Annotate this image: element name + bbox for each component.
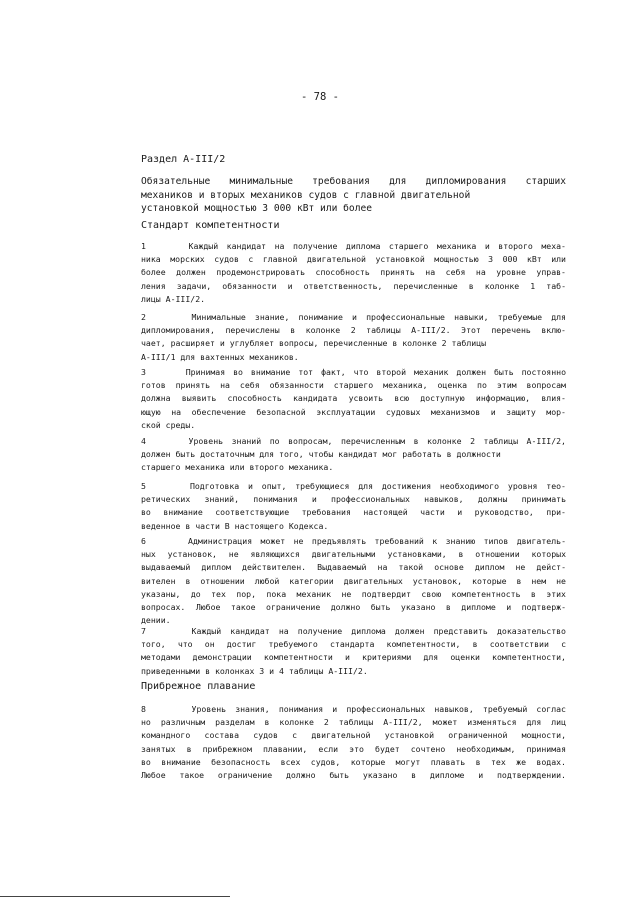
paragraph-line: вопросах. Любое такое ограничение должно быть указано в дипломе и подтверж- (141, 601, 566, 612)
paragraph-line: 5 Подготовка и опыт, требующиеся для достижения необходимого уровня тео- (141, 481, 566, 491)
paragraph-line: должна выявить способность кандидата усвоить всю доступную информацию, влия- (141, 393, 566, 404)
paragraph-line: приведенными в колонках 3 и 4 таблицы A-III/2. (141, 665, 368, 676)
paragraph-line: во внимание безопасность всех судов, которые могут плавать в тех же водах. (141, 756, 566, 767)
paragraph-3 (141, 366, 566, 432)
title-line: Обязательные минимальные требования для дипломирования старших (141, 176, 566, 187)
paragraph-line: во внимание соответствующие требования настоящей части и руководство, при- (141, 507, 566, 518)
paragraph-line: 7 Каждый кандидат на получение диплома должен представить доказательство (141, 626, 566, 636)
paragraph-line: 1 Каждый кандидат на получение диплома старшего механика и второго меха- (141, 241, 566, 251)
paragraph-line: указаны, до тех пор, пока механик не подтвердит свою компетентность в этих (141, 588, 566, 599)
paragraph-line: командного состава судов с двигательной установкой ограниченной мощности, (141, 730, 566, 741)
paragraph-line: чает, расширяет и углубляет вопросы, перечисленные в колонке 2 таблицы (141, 338, 487, 349)
paragraph-8 (141, 703, 566, 782)
paragraph-line: ления задачи, обязанности и ответственность, перечисленные в колонке 1 таб- (141, 280, 566, 291)
paragraph-line: того, что он достиг требуемого стандарта компетентности, в соответствии с (141, 639, 566, 650)
paragraph-line: дении. (141, 615, 171, 626)
paragraph-line: ющую на обеспечение безопасной эксплуатации судовых механизмов и защиту мор- (141, 406, 566, 417)
paragraph-line: дипломирования, перечислены в колонке 2 таблицы A-III/2. Этот перечень вклю- (141, 325, 566, 336)
document-title (141, 175, 566, 216)
coastal-heading: Прибрежное плавание (141, 681, 256, 692)
paragraph-4 (141, 435, 566, 475)
footer-rule (0, 896, 230, 897)
paragraph-7 (141, 625, 566, 678)
paragraph-line: 2 Минимальные знание, понимание и профессиональные навыки, требуемые для (141, 312, 566, 322)
paragraph-line: ской среды. (141, 419, 196, 430)
paragraph-6 (141, 535, 566, 627)
paragraph-line: A-III/1 для вахтенных механиков. (141, 351, 299, 362)
paragraph-line: вителен в отношении любой категории двигательных установок, которые в нем не (141, 575, 566, 586)
paragraph-5 (141, 480, 566, 533)
paragraph-line: старшего механика или второго механика. (141, 462, 334, 473)
paragraph-line: более должен продемонстрировать способность принять на себя на уровне управ- (141, 267, 566, 278)
paragraph-line: ных установок, не являющихся двигательными установками, в отношении которых (141, 549, 566, 560)
paragraph-line: 6 Администрация может не предъявлять требований к знанию типов двигатель- (141, 536, 566, 546)
standard-heading: Стандарт компетентности (141, 220, 280, 231)
paragraph-line: занятых в прибрежном плавании, если это будет сочтено необходимым, принимая (141, 743, 566, 754)
page-number: - 78 - (301, 91, 339, 103)
title-line: механиков и вторых механиков судов с главной двигательной (141, 189, 471, 201)
paragraph-line: 8 Уровень знания, понимания и профессиональных навыков, требуемый соглас (141, 704, 566, 714)
section-heading: Раздел A-III/2 (141, 154, 226, 165)
paragraph-line: ретических знаний, понимания и профессиональных навыков, должны принимать (141, 494, 566, 505)
paragraph-line: выдаваемый диплом действителен. Выдаваемый на такой основе диплом не дейст- (141, 562, 566, 573)
paragraph-line: 4 Уровень знаний по вопросам, перечисленным в колонке 2 таблицы A-III/2, (141, 436, 566, 446)
paragraph-line: веденное в части B настоящего Кодекса. (141, 520, 329, 531)
title-line: установкой мощностью 3 000 кВт или более (141, 203, 373, 215)
paragraph-line: методами демонстрации компетентности и критериями для оценки компетентности, (141, 652, 566, 663)
paragraph-2 (141, 311, 566, 364)
paragraph-1 (141, 240, 566, 306)
paragraph-line: готов принять на себя обязанности старшего механика, оценка по этим вопросам (141, 380, 566, 391)
paragraph-line: но различным разделам в колонке 2 таблицы A-III/2, может изменяться для лиц (141, 717, 566, 728)
paragraph-line: должен быть достаточным для того, чтобы кандидат мог работать в должности (141, 449, 501, 460)
paragraph-line: 3 Принимая во внимание тот факт, что второй механик должен быть постоянно (141, 367, 566, 377)
paragraph-line: лицы A-III/2. (141, 293, 206, 304)
paragraph-line: Любое такое ограничение должно быть указано в дипломе и подтверждении. (141, 769, 566, 780)
paragraph-line: ника морских судов с главной двигательной установкой мощностью 3 000 кВт или (141, 254, 566, 265)
